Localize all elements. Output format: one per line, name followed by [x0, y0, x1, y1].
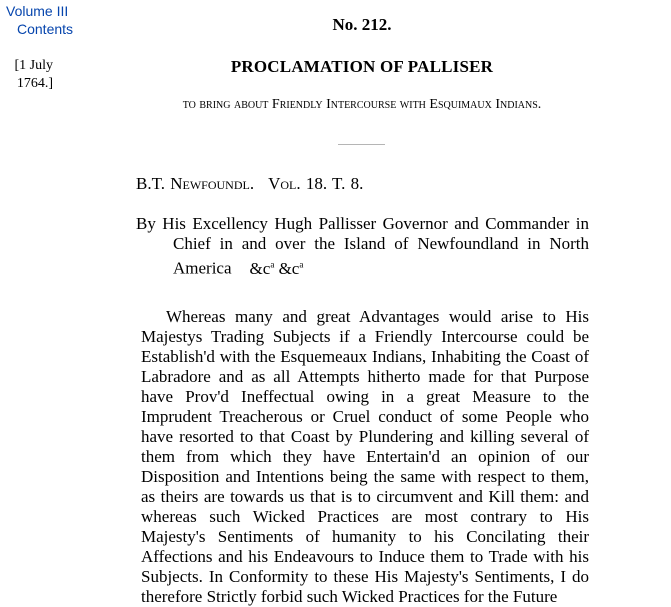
- proclamation-body: Whereas many and great Advantages would arise to His Majestys Trading Subjects if a Friendly Intercourse could be Establish'd with the Esquemeaux Indians, Inhabiting the Coast of Labradore and as all Attempts hitherto made for that Purpose have Prov'd Ineffectual owing in a great Measure to the Imprudent Treacherous or Cruel conduct of some People who have resorted to that Coast by Plundering and killing several of them from which they have Entertain'd an opinion of our Disposition and Intentions being the same with respect to them, as theirs are towards us that is to circumvent and Kill them: and whereas such Wicked Practices are most contrary to His Majesty's Sentiments of humanity to his Concilating their Affections and his Endeavours to Induce them to Trade with his Subjects. In Conformity to these His Majesty's Sentiments, I do therefore Strictly forbid such Wicked Practices for the Future: [141, 307, 589, 606]
- document-subtitle: to bring about Friendly Intercourse with Esquimaux Indians.: [182, 97, 542, 112]
- etc-mark: $\&c^a$ $\&c^a$: [249, 258, 304, 278]
- margin-note-line: 1764.]: [16, 76, 53, 91]
- document-number: No. 212.: [332, 15, 392, 34]
- source-name: B.T. Newfoundl.: [136, 174, 255, 193]
- volume-reference: Vol. 18. T. 8.: [268, 174, 364, 193]
- divider-rule: [338, 144, 385, 145]
- address-text: By His Excellency Hugh Pallisser Governor and Commander in Chief in and over the Island of Newfoundland in North America: [136, 214, 589, 278]
- proclamation-address: [136, 214, 589, 279]
- document-title: PROCLAMATION OF PALLISER: [230, 57, 494, 76]
- margin-note-line: [1 July: [14, 58, 53, 73]
- contents-link[interactable]: Contents: [17, 21, 74, 37]
- source-reference: [136, 174, 363, 194]
- volume-link[interactable]: Volume III: [6, 3, 69, 19]
